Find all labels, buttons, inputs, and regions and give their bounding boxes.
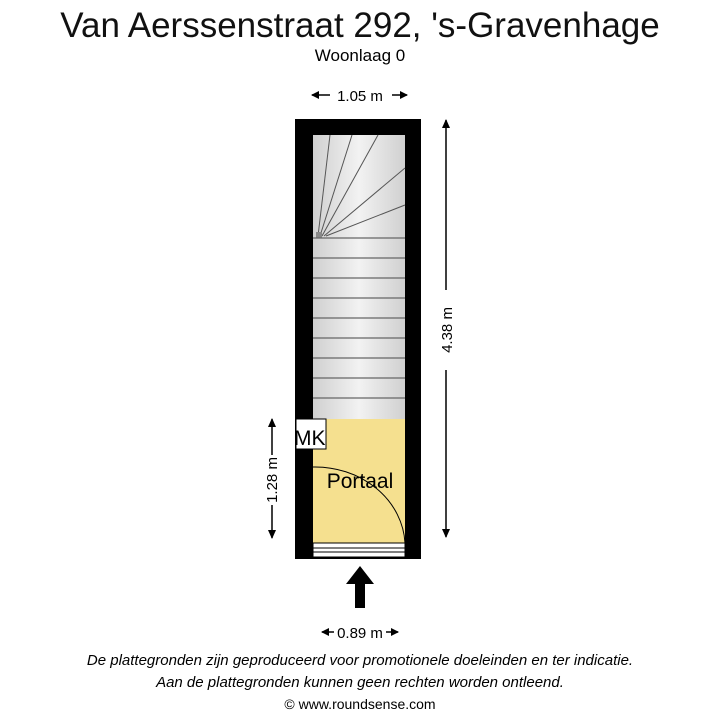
left-height-label: 1.28 m <box>264 457 281 503</box>
disclaimer-line-1: De plattegronden zijn geproduceerd voor promotionele doeleinden en ter indicatie. <box>86 652 634 669</box>
bottom-width-dimension <box>321 625 399 642</box>
page-title: Van Aerssenstraat 292, 's-Gravenhage <box>60 6 660 45</box>
left-height-dimension <box>264 418 281 539</box>
bottom-width-label: 0.89 m <box>337 625 383 642</box>
entrance-arrow-icon <box>346 566 374 608</box>
portaal-label: Portaal <box>326 470 394 493</box>
top-width-label: 1.05 m <box>337 88 383 105</box>
mk-label: MK <box>294 427 326 450</box>
copyright-notice: © www.roundsense.com <box>284 696 436 712</box>
staircase <box>313 135 405 419</box>
top-width-dimension <box>311 88 408 105</box>
entrance-door <box>313 543 405 557</box>
right-height-label: 4.38 m <box>439 307 456 353</box>
disclaimer-line-2: Aan de plattegronden kunnen geen rechten worden ontleend. <box>156 674 564 691</box>
floor-level-label: Woonlaag 0 <box>314 46 406 65</box>
right-height-dimension <box>439 119 456 538</box>
